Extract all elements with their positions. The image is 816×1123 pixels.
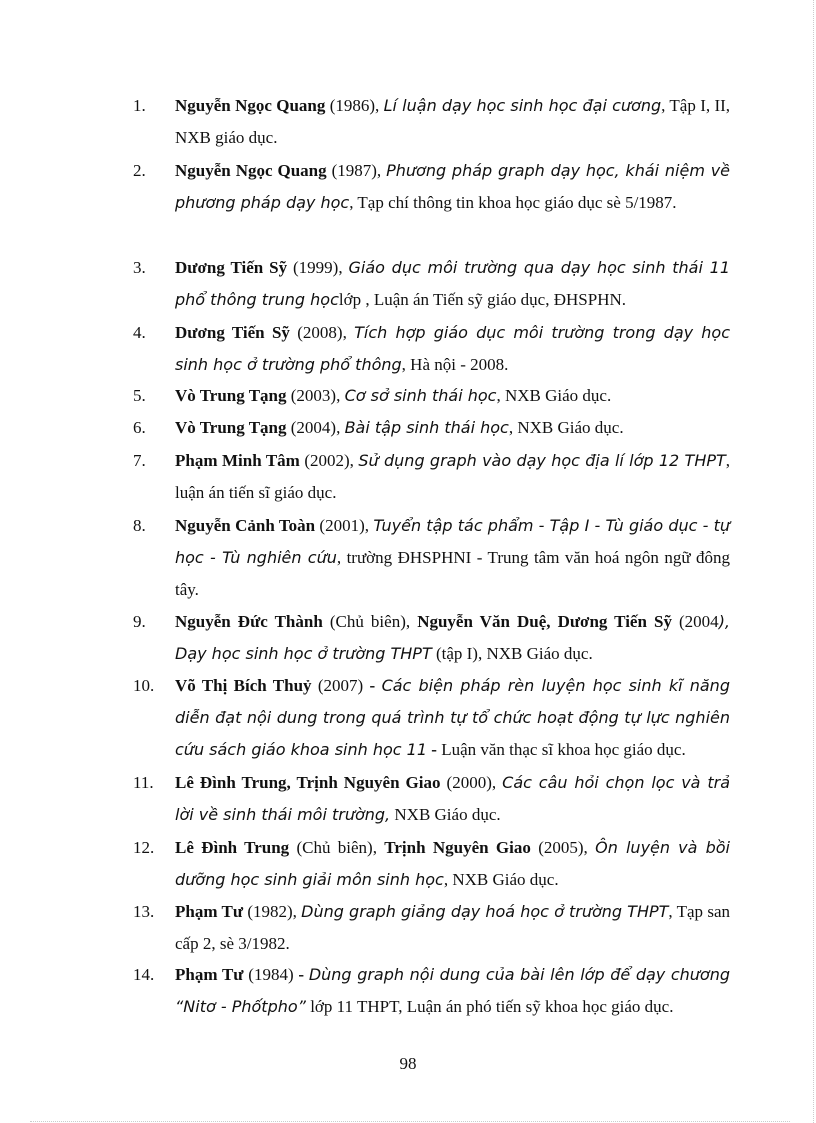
reference-detail: , NXB Giáo dục. (443, 870, 559, 889)
reference-author: Nguyễn Đức Thành (175, 612, 323, 631)
reference-title: Tuyển tập tác phẩm - Tập I - Tù giáo dục - tự học - Tù nghiên cứu (175, 516, 731, 567)
reference-title: Các biện pháp rèn luyện học sinh kĩ năng diễn đạt nội dung trong quá trình tự tổ chức hoạt động tự lực nghiên cứu sách giáo khoa sinh học 11 (175, 676, 730, 759)
reference-number: 14. (133, 965, 155, 984)
reference-title: Ôn luyện và bồi dưỡng học sinh giải môn sinh học (175, 838, 730, 889)
reference-author: - (369, 676, 382, 695)
reference-detail: (2005), (530, 838, 596, 857)
reference-detail: , Hà nội - 2008. (401, 355, 509, 374)
reference-detail: , Tập I, II, NXB giáo dục. (175, 96, 731, 147)
reference-author: Nguyễn Văn Duệ, Dương Tiến Sỹ (417, 612, 672, 631)
reference-number: 9. (133, 612, 146, 631)
reference-author: - (298, 965, 309, 984)
reference-detail: (1986), (325, 96, 384, 115)
reference-detail: (1984) (243, 965, 299, 984)
reference-detail: Luận văn thạc sĩ khoa học giáo dục. (441, 740, 686, 759)
reference-detail: (1999), (287, 258, 349, 277)
reference-detail: , NXB Giáo dục. (496, 386, 612, 405)
reference-text (175, 445, 730, 509)
reference-number: 6. (133, 418, 146, 437)
reference-number: 7. (133, 451, 146, 470)
page-border-right (813, 0, 814, 1123)
reference-number: 10. (133, 676, 155, 695)
reference-number: 12. (133, 838, 155, 857)
reference-author: Nguyễn Ngọc Quang (175, 161, 327, 180)
page-border-bottom (30, 1121, 790, 1122)
reference-author: Nguyễn Cảnh Toàn (175, 516, 316, 535)
reference-text (175, 896, 730, 960)
reference-author: Phạm Tư (175, 965, 244, 984)
reference-detail: , NXB Giáo dục. (508, 418, 624, 437)
reference-text (175, 90, 730, 154)
reference-number: 3. (133, 258, 146, 277)
reference-detail: , trường ĐHSPHNI - Trung tâm văn hoá ngôn ngữ đông tây. (175, 548, 730, 599)
reference-title: Tích hợp giáo dục môi trường trong dạy học sinh học ở trường phổ thông (175, 323, 731, 374)
reference-author: Võ Thị Bích Thuỷ (175, 676, 312, 695)
reference-title: Cơ sở sinh thái học (344, 386, 497, 405)
reference-title: Dùng graph nội dung của bài lên lớp để dạy chương “Nitơ - Phốtpho” (175, 965, 731, 1016)
reference-detail: (2004 (671, 612, 719, 631)
reference-text (175, 252, 730, 316)
reference-author: Phạm Minh Tâm (175, 451, 300, 470)
reference-title: Dùng graph giảng dạy hoá học ở trường THPT (301, 902, 669, 921)
reference-detail: , luận án tiến sĩ giáo dục. (175, 451, 731, 502)
reference-detail: (Chủ biên), (322, 612, 418, 631)
reference-author: Lê Đình Trung (175, 838, 290, 857)
reference-author: Dương Tiến Sỹ (175, 323, 290, 342)
reference-detail: (2004), (286, 418, 345, 437)
reference-number: 4. (133, 323, 146, 342)
reference-number: 8. (133, 516, 146, 535)
reference-text (175, 767, 730, 831)
reference-detail: (tập I), NXB Giáo dục. (431, 644, 593, 663)
reference-detail: (1982), (243, 902, 302, 921)
reference-detail: (2003), (286, 386, 345, 405)
reference-title: Các câu hỏi chọn lọc và trả lời về sinh thái môi trường, (175, 773, 731, 824)
reference-text (175, 380, 730, 412)
reference-detail: , Tạp chí thông tin khoa học giáo dục sè 5/1987. (349, 193, 677, 212)
reference-text (175, 606, 730, 670)
reference-detail: (Chủ biên), (289, 838, 385, 857)
reference-detail: (2000), (440, 773, 503, 792)
reference-detail: (2001), (315, 516, 374, 535)
reference-detail: (2007) (311, 676, 370, 695)
reference-number: 11. (133, 773, 154, 792)
reference-number: 5. (133, 386, 146, 405)
reference-author: Phạm Tư (175, 902, 244, 921)
reference-text (175, 155, 730, 219)
reference-author: - (427, 740, 442, 759)
reference-title: Giáo dục môi trường qua dạy học sinh thái 11 phổ thông trung học (175, 258, 731, 309)
reference-detail: (2008), (289, 323, 355, 342)
reference-title: ), Dạy học sinh học ở trường THPT (175, 612, 731, 663)
reference-detail: (1987), (326, 161, 387, 180)
reference-number: 2. (133, 161, 146, 180)
reference-title: Lí luận dạy học sinh học đại cương (383, 96, 662, 115)
reference-detail: NXB Giáo dục. (390, 805, 501, 824)
reference-text (175, 670, 730, 766)
reference-detail: lớp 11 THPT, Luận án phó tiến sỹ khoa học giáo dục. (305, 997, 674, 1016)
reference-number: 13. (133, 902, 155, 921)
reference-author: Dương Tiến Sỹ (175, 258, 288, 277)
reference-text (175, 959, 730, 1023)
reference-author: Vò Trung Tạng (175, 386, 287, 405)
reference-detail: (2002), (299, 451, 359, 470)
reference-author: Trịnh Nguyên Giao (384, 838, 531, 857)
reference-detail: , Tạp san cấp 2, sè 3/1982. (175, 902, 731, 953)
page-number: 98 (399, 1054, 417, 1073)
reference-text (175, 510, 730, 606)
reference-title: Bài tập sinh thái học (344, 418, 509, 437)
reference-text (175, 317, 730, 381)
reference-author: Nguyễn Ngọc Quang (175, 96, 326, 115)
reference-number: 1. (133, 96, 146, 115)
reference-author: Vò Trung Tạng (175, 418, 287, 437)
reference-text (175, 412, 730, 444)
reference-detail: lớp , Luận án Tiến sỹ giáo dục, ĐHSPHN. (338, 290, 626, 309)
reference-title: Sử dụng graph vào dạy học địa lí lớp 12 THPT (358, 451, 726, 470)
reference-author: Lê Đình Trung, Trịnh Nguyên Giao (175, 773, 441, 792)
reference-title: Phương pháp graph dạy học, khái niệm về phương pháp dạy học (175, 161, 731, 212)
reference-text (175, 832, 730, 896)
